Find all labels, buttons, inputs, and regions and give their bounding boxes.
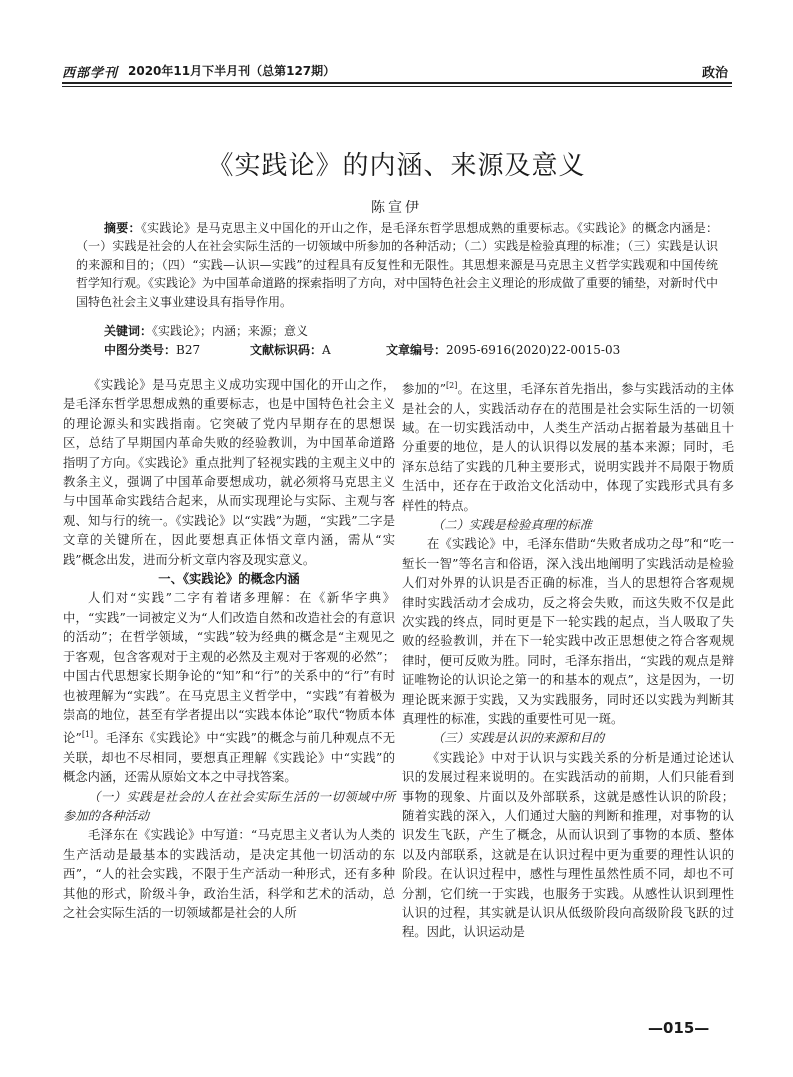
- article-title: 《实践论》的内涵、来源及意义: [207, 151, 586, 181]
- subsection-heading: （二）实践是检验真理的标准: [432, 517, 592, 532]
- paragraph-text: 。毛泽东《实践论》中“实践”的概念与前几种观点不无关联，却也不尽相同，要想真正理解《实践论》中“实践”的概念内涵，还需从原始文本之中寻找答案。: [63, 731, 395, 785]
- author: 陈宣伊: [371, 200, 422, 216]
- clc-label: 中图分类号：: [104, 343, 177, 357]
- abstract-label: 摘要：: [104, 221, 141, 235]
- header-rule-thin: [62, 86, 732, 87]
- id-value: 2095-6916(2020)22-0015-03: [446, 343, 621, 357]
- doc-label: 文献标识码：: [250, 343, 323, 357]
- article-number: [386, 341, 620, 358]
- subsection-heading: （三）实践是认识的来源和目的: [432, 731, 605, 746]
- section-heading: 一、《实践论》的概念内涵: [158, 572, 300, 587]
- paragraph-text: 。在这里，毛泽东首先指出，参与实践活动的主体是社会的人，实践活动存在的范围是社会实际生活的一切领域。在一切实践活动中，人类生产活动占据着最为基础且十分重要的地位，是人的认识得以发展的基本来源；同时，毛泽东总结了实践的几种主要形式，说明实践并不局限于物质生活中，还存在于政治文化活动中，体现了实践形式具有多样性的特点。: [402, 382, 734, 513]
- document-code: [250, 341, 331, 358]
- paragraph-text: 人们对“实践”二字有着诸多理解：在《新华字典》中，“实践”一词被定义为“人们改造自然和改造社会的有意识的活动”；在哲学领域，“实践”较为经典的概念是“主观见之于客观，包含客观对于主观的必然及主观对于客观的必然”；中国古代思想家长期争论的“知”和“行”的关系中的“行”有时也被理解为“实践”。在马克思主义哲学中，“实践”有着极为崇高的地位，甚至有学者提出以“实践本体论”取代“物质本体论”: [63, 591, 395, 746]
- citation-ref: [2]: [446, 381, 458, 390]
- clc-value: B27: [176, 343, 201, 357]
- keywords-label: 关键词：: [104, 324, 153, 338]
- keywords: [104, 322, 308, 339]
- header-rule: [62, 82, 732, 84]
- paragraph-text: 参加的”: [402, 382, 447, 397]
- id-label: 文章编号：: [386, 343, 447, 357]
- abstract: [76, 219, 718, 311]
- right-column: [402, 376, 734, 943]
- paragraph: 毛泽东在《实践论》中写道：“马克思主义者认为人类的生产活动是最基本的实践活动，是决定其他一切活动的东西”，“人的社会实践，不限于生产活动一种形式，还有多种其他的形式，阶级斗争，政治生活，科学和艺术的活动，总之社会实际生活的一切领域都是社会的人所: [63, 828, 395, 921]
- journal-logo: 西部学刊: [62, 66, 119, 81]
- abstract-text: 《实践论》是马克思主义中国化的开山之作，是毛泽东哲学思想成熟的重要标志。《实践论》的概念内涵是：（一）实践是社会的人在社会实际生活的一切领域中所参加的各种活动；（二）实践是检验真理的标准；（三）实践是认识的来源和目的；（四）“实践—认识—实践”的过程具有反复性和无限性。其思想来源是马克思主义哲学实践观和中国传统哲学知行观。《实践论》为中国革命道路的探索指明了方向，对中国特色社会主义理论的形成做了重要的铺垫，对新时代中国特色社会主义事业建设具有指导作用。: [76, 221, 719, 309]
- paragraph: 《实践论》是马克思主义成功实现中国化的开山之作，是毛泽东哲学思想成熟的重要标志，也是中国特色社会主义的理论源头和实践指南。它突破了党内早期存在的思想误区，总结了早期国内革命失败的经验教训，为中国革命道路指明了方向。《实践论》重点批判了轻视实践的主观主义中的教条主义，强调了中国革命要想成功，就必须将马克思主义与中国革命实践结合起来，从而实现理论与实际、主观与客观、知与行的统一。《实践论》以“实践”为题，“实践”二字是文章的关键所在，因此要想真正体悟文章内涵，需从“实践”概念出发，进而分析文章内容及现实意义。: [63, 378, 395, 567]
- section-label: 政治: [701, 66, 728, 81]
- doc-value: A: [322, 343, 331, 357]
- running-header: [62, 58, 732, 84]
- paragraph: 在《实践论》中，毛泽东借助“失败者成功之母”和“吃一堑长一智”等名言和俗语，深入浅出地阐明了实践活动是检验人们对外界的认识是否正确的标准，当人的思想符合客观规律时实践活动才会成功，反之将会失败，而这失败不仅是此次实践的终点，同时更是下一轮实践的起点，当人吸取了失败的经验教训，并在下一轮实践中改正思想使之符合客观规律时，便可反败为胜。同时，毛泽东指出，“实践的观点是辩证唯物论的认识论之第一的和基本的观点”，这是因为，一切理论既来源于实践，又为实践服务，同时还以实践为判断其真理性的标准，实践的重要性可见一斑。: [402, 537, 734, 726]
- clc-number: [104, 341, 200, 358]
- left-column: [63, 376, 395, 923]
- paragraph: [63, 589, 395, 787]
- issue-info: 2020年11月下半月刊（总第127期）: [128, 64, 336, 78]
- paragraph: [402, 376, 734, 516]
- paragraph: 《实践论》中对于认识与实践关系的分析是通过论述认识的发展过程来说明的。在实践活动的前期，人们只能看到事物的现象、片面以及外部联系，这就是感性认识的阶段；随着实践的深入，人们通过大脑的判断和推理，对事物的认识发生飞跃，产生了概念，从而认识到了事物的本质、整体以及内部联系，这就是在认识过程中更为重要的理性认识的阶段。在认识过程中，感性与理性虽然性质不同，却也不可分割，它们统一于实践，也服务于实践。从感性认识到理性认识的过程，其实就是认识从低级阶段向高级阶段飞跃的过程。因此，认识运动是: [402, 750, 734, 940]
- page-number: —015—: [648, 1019, 710, 1037]
- subsection-heading: （一）实践是社会的人在社会实际生活的一切领域中所参加的各种活动: [63, 789, 395, 824]
- citation-ref: [1]: [81, 730, 94, 740]
- keywords-text: 《实践论》；内涵；来源；意义: [152, 324, 309, 338]
